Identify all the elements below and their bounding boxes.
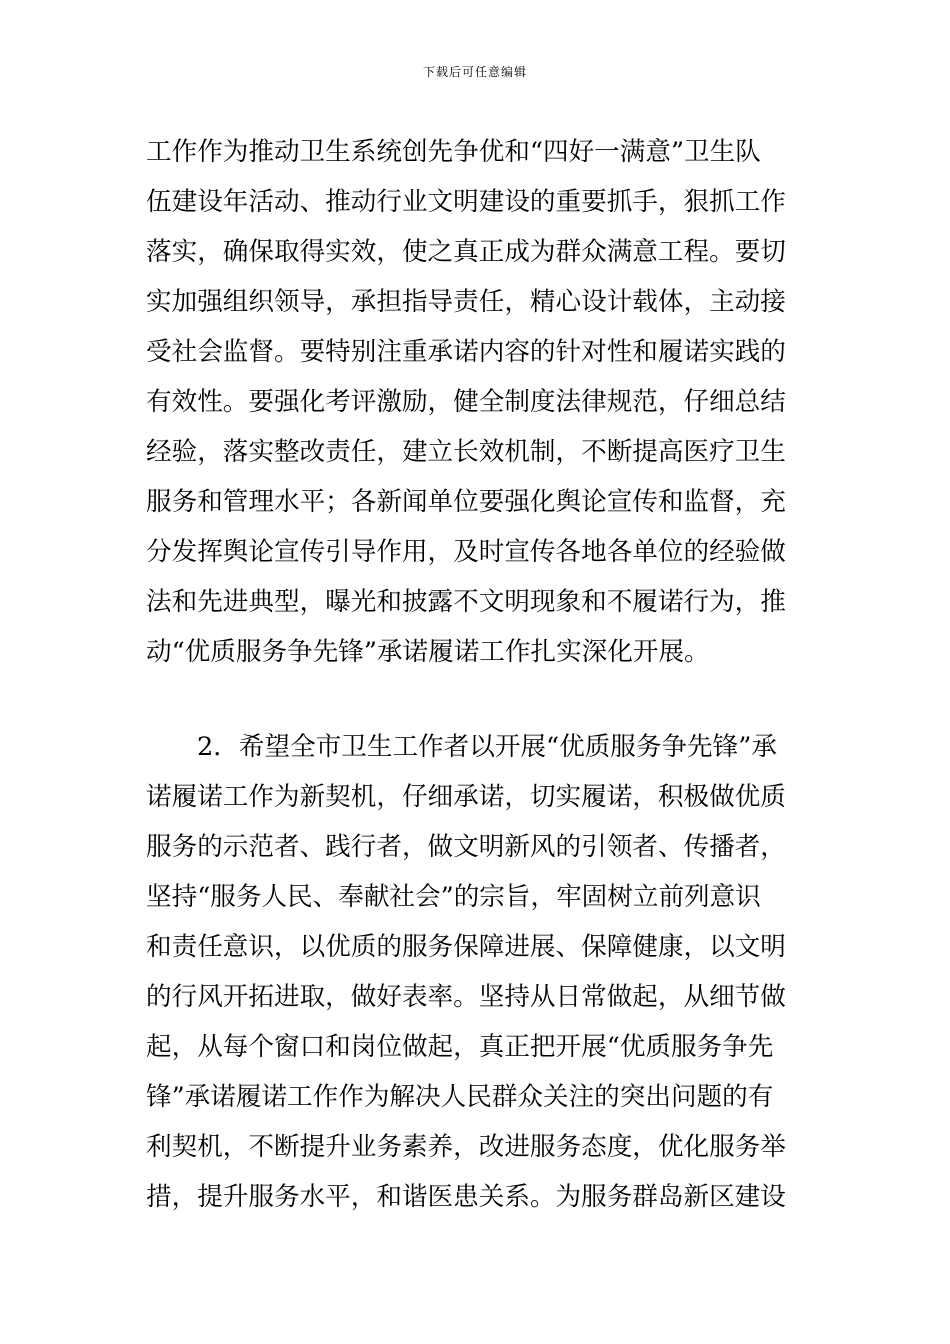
text-line: 伍建设年活动、推动行业文明建设的重要抓手，狠抓工作 [146, 187, 786, 217]
text-line: 落实，确保取得实效，使之真正成为群众满意工程。要切 [146, 237, 786, 267]
paragraph-2 [146, 722, 810, 1222]
text-line: 服务的示范者、践行者，做文明新风的引领者、传播者， [146, 832, 786, 862]
text-line: 利契机，不断提升业务素养，改进服务态度，优化服务举 [146, 1132, 786, 1162]
text-line: 和责任意识，以优质的服务保障进展、保障健康，以文明 [146, 932, 786, 962]
text-line: 诺履诺工作为新契机，仔细承诺，切实履诺，积极做优质 [146, 782, 786, 812]
text-line: 经验，落实整改责任，建立长效机制，不断提高医疗卫生 [146, 437, 786, 467]
text-line: 措，提升服务水平，和谐医患关系。为服务群岛新区建设 [146, 1182, 786, 1212]
text-line: 的行风开拓进取，做好表率。坚持从日常做起，从细节做 [146, 982, 786, 1012]
text-line: 坚持“服务人民、奉献社会”的宗旨，牢固树立前列意识 [146, 882, 761, 912]
text-line: 动“优质服务争先锋”承诺履诺工作扎实深化开展。 [146, 637, 710, 667]
text-line: 起，从每个窗口和岗位做起，真正把开展“优质服务争先 [146, 1032, 774, 1062]
text-line: 实加强组织领导，承担指导责任，精心设计载体，主动接 [146, 287, 786, 317]
text-line: 法和先进典型，曝光和披露不文明现象和不履诺行为，推 [146, 587, 786, 617]
page-header: 下载后可任意编辑 [422, 65, 527, 79]
text-line: 有效性。要强化考评激励，健全制度法律规范，仔细总结 [146, 387, 786, 417]
text-line: 受社会监督。要特别注重承诺内容的针对性和履诺实践的 [146, 337, 786, 367]
paragraph-1 [146, 127, 810, 677]
text-line: 2．希望全市卫生工作者以开展“优质服务争先锋”承 [197, 732, 777, 762]
text-line: 锋”承诺履诺工作作为解决人民群众关注的突出问题的有 [146, 1082, 774, 1112]
text-line: 服务和管理水平；各新闻单位要强化舆论宣传和监督，充 [146, 487, 786, 517]
text-line: 分发挥舆论宣传引导作用，及时宣传各地各单位的经验做 [146, 537, 786, 567]
text-line: 工作作为推动卫生系统创先争优和“四好一满意”卫生队 [146, 137, 761, 167]
